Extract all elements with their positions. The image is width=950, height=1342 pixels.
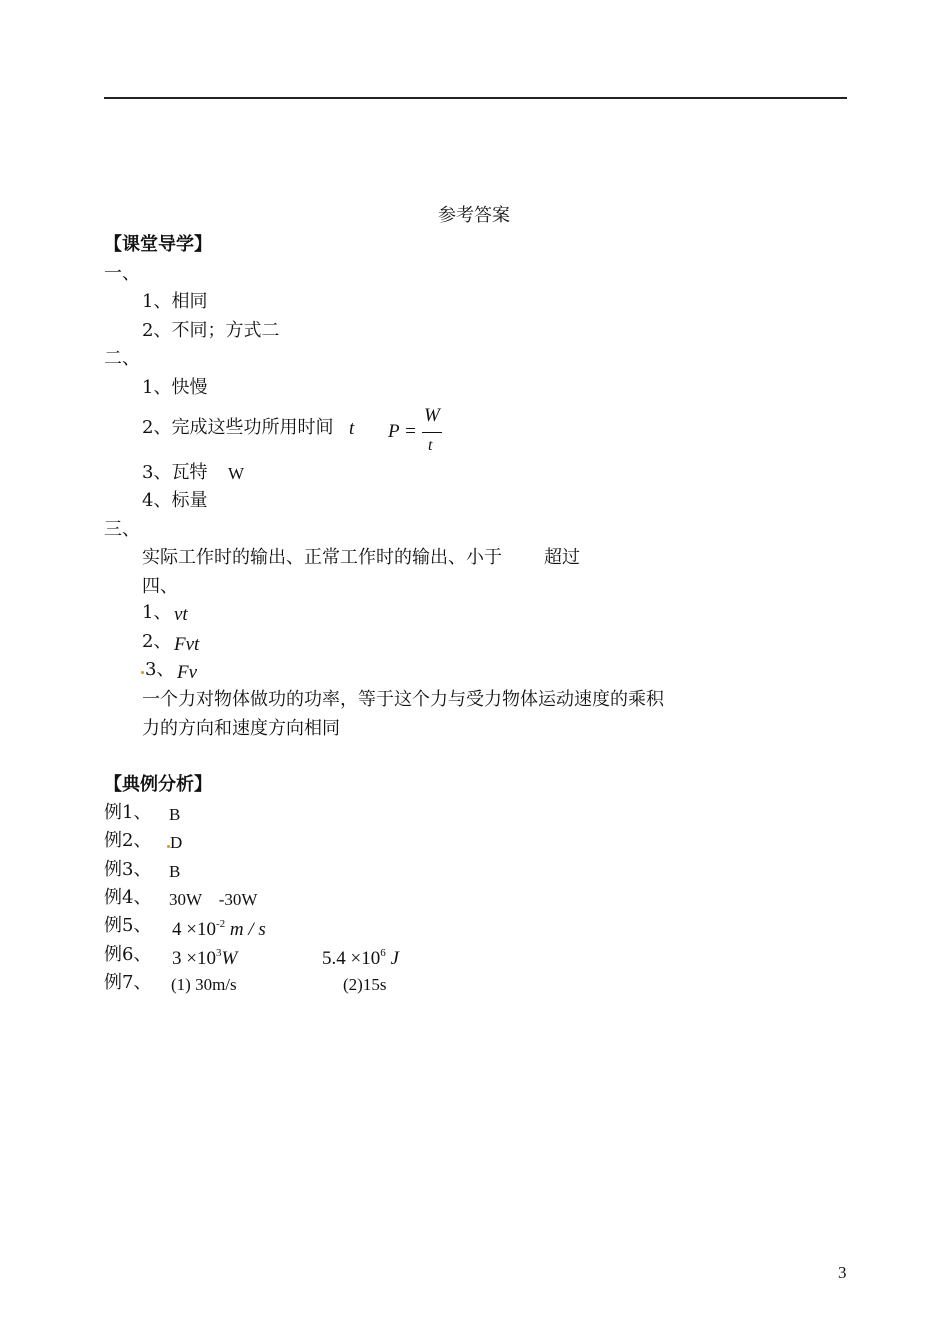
unit: W — [221, 948, 238, 969]
formula-numerator: W — [424, 405, 440, 426]
page-number: 3 — [838, 1263, 847, 1282]
answer-item: 2、完成这些功所用时间 — [142, 417, 334, 438]
example-answer: 30W -30W — [169, 890, 258, 909]
scientific-value — [172, 919, 266, 939]
exponent: -2 — [215, 918, 226, 930]
example-answer: (2)15s — [343, 975, 387, 994]
exponent: 3 — [215, 947, 222, 959]
unit: m / s — [229, 919, 266, 940]
example-label: 例6、 — [104, 944, 152, 965]
unit-symbol: W — [228, 464, 245, 483]
exponent: 6 — [380, 947, 386, 959]
example-answer: B — [169, 805, 181, 824]
answer-line: 一个力对物体做功的功率，等于这个力与受力物体运动速度的乘积 — [142, 689, 664, 710]
answer-item: 4、标量 — [142, 490, 208, 511]
example-label: 例7、 — [104, 972, 152, 993]
part-label-2: 二、 — [104, 348, 140, 369]
stray-mark — [141, 671, 144, 674]
answer-line: 实际工作时的输出、正常工作时的输出、小于 — [142, 547, 502, 568]
unit: J — [390, 948, 399, 969]
power-formula — [388, 405, 448, 455]
answer-item: 3、瓦特 — [142, 462, 208, 483]
example-label: 例2、 — [104, 830, 152, 851]
math-expression: Fv — [177, 662, 198, 683]
example-answer: B — [169, 862, 181, 881]
answer-line-end: 超过 — [544, 547, 580, 568]
math-expression: vt — [174, 604, 188, 625]
formula-lhs: P = — [388, 421, 417, 442]
answer-item: 1、快慢 — [142, 377, 208, 398]
part-label-4: 四、 — [142, 576, 178, 597]
fraction-bar — [422, 432, 442, 433]
scientific-value — [322, 948, 399, 968]
example-label: 例3、 — [104, 859, 152, 880]
coefficient: 3 ×10 — [172, 948, 216, 969]
example-label: 例1、 — [104, 802, 152, 823]
page-title: 参考答案 — [438, 205, 510, 226]
answer-item: 1、相同 — [142, 291, 208, 312]
time-variable: t — [349, 418, 355, 439]
example-answer: D — [170, 833, 183, 852]
item-number: 2、 — [142, 631, 172, 652]
answer-line: 力的方向和速度方向相同 — [142, 718, 340, 739]
coefficient: 4 ×10 — [172, 919, 216, 940]
item-number: 1、 — [142, 602, 172, 623]
part-label-3: 三、 — [104, 519, 140, 540]
formula-denominator: t — [428, 437, 433, 454]
section-heading-classroom: 【课堂导学】 — [104, 234, 212, 255]
item-number: 3、 — [145, 659, 175, 680]
coefficient: 5.4 ×10 — [322, 948, 381, 969]
part-label-1: 一、 — [104, 263, 140, 284]
scientific-value — [172, 948, 237, 968]
section-heading-examples: 【典例分析】 — [104, 774, 212, 795]
math-expression: Fvt — [174, 634, 200, 655]
example-label: 例4、 — [104, 887, 152, 908]
example-label: 例5、 — [104, 915, 152, 936]
header-rule — [104, 97, 847, 99]
answer-item: 2、不同；方式二 — [142, 320, 280, 341]
example-answer: (1) 30m/s — [171, 975, 237, 994]
